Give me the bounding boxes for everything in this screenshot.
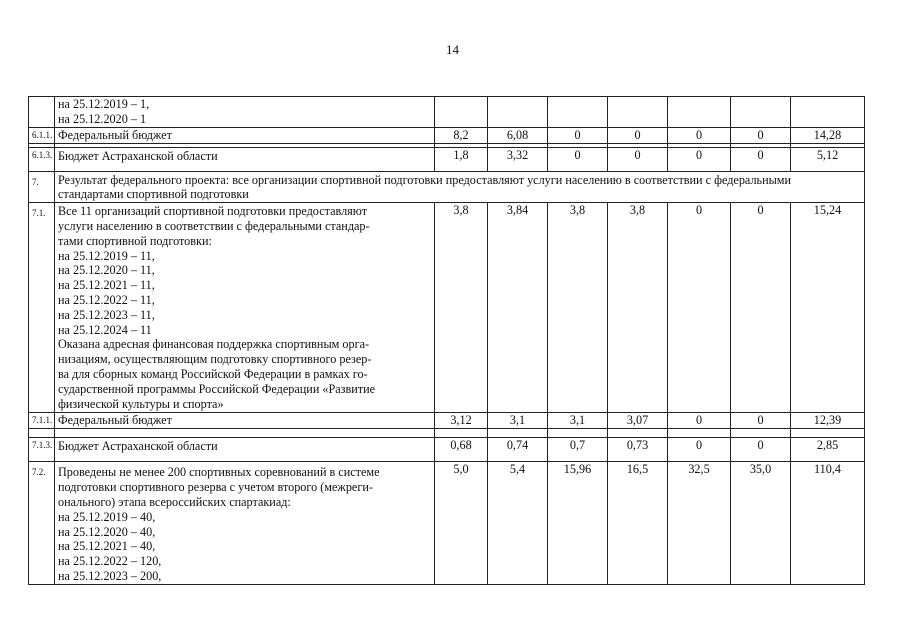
value-cell: 3,8 — [608, 203, 668, 413]
description-line: ва для сборных команд Российской Федерации в рамках го- — [58, 366, 368, 381]
page-number: 14 — [446, 42, 459, 57]
row-separator — [29, 429, 865, 438]
value-cell: 35,0 — [731, 462, 791, 584]
value-cell: 0 — [668, 438, 731, 462]
value-cell: 0 — [608, 147, 668, 171]
row-number: 7. — [29, 171, 55, 203]
value-cell — [608, 97, 668, 128]
value-cell — [435, 97, 488, 128]
value-cell — [488, 97, 548, 128]
row-number: 6.1.1. — [29, 127, 55, 143]
value-cell: 0 — [668, 413, 731, 429]
value-cell: 15,96 — [548, 462, 608, 584]
description-line: физической культуры и спорта» — [58, 396, 224, 411]
value-cell: 0,68 — [435, 438, 488, 462]
description-line: на 25.12.2021 – 11, — [58, 278, 155, 293]
description-line: на 25.12.2019 – 1, — [58, 97, 150, 111]
value-cell: 12,39 — [791, 413, 865, 429]
value-cell: 14,28 — [791, 127, 865, 143]
value-cell: 3,1 — [548, 413, 608, 429]
description-line: Федеральный бюджет — [58, 413, 172, 428]
budget-table — [28, 96, 865, 585]
table-row — [29, 203, 865, 413]
row-description — [55, 203, 435, 413]
value-cell: 1,8 — [435, 147, 488, 171]
value-cell: 0 — [668, 147, 731, 171]
table-row — [29, 147, 865, 171]
value-cell: 5,12 — [791, 147, 865, 171]
description-line: на 25.12.2021 – 40, — [58, 539, 156, 554]
table-row — [29, 127, 865, 143]
description-line: онального) этапа всероссийских спартакиад: — [58, 494, 291, 509]
row-number — [29, 97, 55, 128]
row-description — [55, 147, 435, 171]
description-line: Федеральный бюджет — [58, 127, 172, 142]
value-cell: 110,4 — [791, 462, 865, 584]
value-cell: 0 — [731, 127, 791, 143]
description-line: тами спортивной подготовки: — [58, 233, 212, 248]
value-cell: 2,85 — [791, 438, 865, 462]
table-row — [29, 462, 865, 584]
value-cell — [731, 97, 791, 128]
description-line: Проведены не менее 200 спортивных соревнований в системе — [58, 465, 380, 480]
description-line: сударственной программы Российской Федерации «Развитие — [58, 381, 376, 396]
row-number: 7.1.3. — [29, 438, 55, 462]
value-cell: 16,5 — [608, 462, 668, 584]
row-number: 7.1.1. — [29, 413, 55, 429]
description-line: Бюджет Астраханской области — [58, 148, 218, 163]
description-line: на 25.12.2022 – 11, — [58, 292, 155, 307]
value-cell: 0 — [731, 147, 791, 171]
value-cell: 5,0 — [435, 462, 488, 584]
value-cell: 3,84 — [488, 203, 548, 413]
description-line: услуги населению в соответствии с федеральными стандар- — [58, 218, 370, 233]
description-line: на 25.12.2019 – 11, — [58, 248, 155, 263]
description-line: стандартами спортивной подготовки — [58, 187, 249, 202]
value-cell: 0 — [731, 413, 791, 429]
value-cell: 3,07 — [608, 413, 668, 429]
description-line: на 25.12.2020 – 1 — [58, 111, 147, 126]
row-description — [55, 438, 435, 462]
value-cell: 6,08 — [488, 127, 548, 143]
description-line: на 25.12.2023 – 200, — [58, 568, 162, 583]
value-cell: 15,24 — [791, 203, 865, 413]
row-number: 7.2. — [29, 462, 55, 584]
description-line: низациям, осуществляющим подготовку спортивного резер- — [58, 352, 372, 367]
description-line: на 25.12.2020 – 11, — [58, 263, 155, 278]
value-cell: 0 — [731, 203, 791, 413]
value-cell — [548, 97, 608, 128]
value-cell: 5,4 — [488, 462, 548, 584]
table-row — [29, 97, 865, 128]
value-cell — [668, 97, 731, 128]
value-cell: 0,74 — [488, 438, 548, 462]
description-line: на 25.12.2024 – 11 — [58, 322, 152, 337]
value-cell: 0 — [731, 438, 791, 462]
table-row — [29, 438, 865, 462]
value-cell: 3,8 — [548, 203, 608, 413]
row-description — [55, 413, 435, 429]
value-cell: 8,2 — [435, 127, 488, 143]
description-line: на 25.12.2020 – 40, — [58, 524, 156, 539]
row-description — [55, 462, 435, 584]
row-number: 6.1.3. — [29, 147, 55, 171]
description-line: Результат федерального проекта: все организации спортивной подготовки предоставляют услуги населению в соответствии с федеральными — [58, 172, 792, 187]
value-cell — [791, 97, 865, 128]
section-row — [29, 171, 865, 203]
section-description — [55, 171, 865, 203]
row-description — [55, 97, 435, 128]
value-cell: 0,7 — [548, 438, 608, 462]
description-line: подготовки спортивного резерва с учетом второго (межреги- — [58, 480, 373, 495]
value-cell: 0 — [548, 127, 608, 143]
row-description — [55, 127, 435, 143]
table-row — [29, 413, 865, 429]
value-cell: 3,12 — [435, 413, 488, 429]
value-cell: 0 — [608, 127, 668, 143]
description-line: на 25.12.2023 – 11, — [58, 307, 155, 322]
description-line: Бюджет Астраханской области — [58, 439, 218, 454]
value-cell: 0 — [668, 203, 731, 413]
value-cell: 32,5 — [668, 462, 731, 584]
row-number: 7.1. — [29, 203, 55, 413]
description-line: на 25.12.2022 – 120, — [58, 554, 162, 569]
description-line: на 25.12.2019 – 40, — [58, 509, 156, 524]
value-cell: 3,1 — [488, 413, 548, 429]
value-cell: 3,8 — [435, 203, 488, 413]
value-cell: 0 — [548, 147, 608, 171]
value-cell: 3,32 — [488, 147, 548, 171]
description-line: Оказана адресная финансовая поддержка спортивным орга- — [58, 337, 370, 352]
value-cell: 0,73 — [608, 438, 668, 462]
description-line: Все 11 организаций спортивной подготовки предоставляют — [58, 204, 368, 219]
value-cell: 0 — [668, 127, 731, 143]
